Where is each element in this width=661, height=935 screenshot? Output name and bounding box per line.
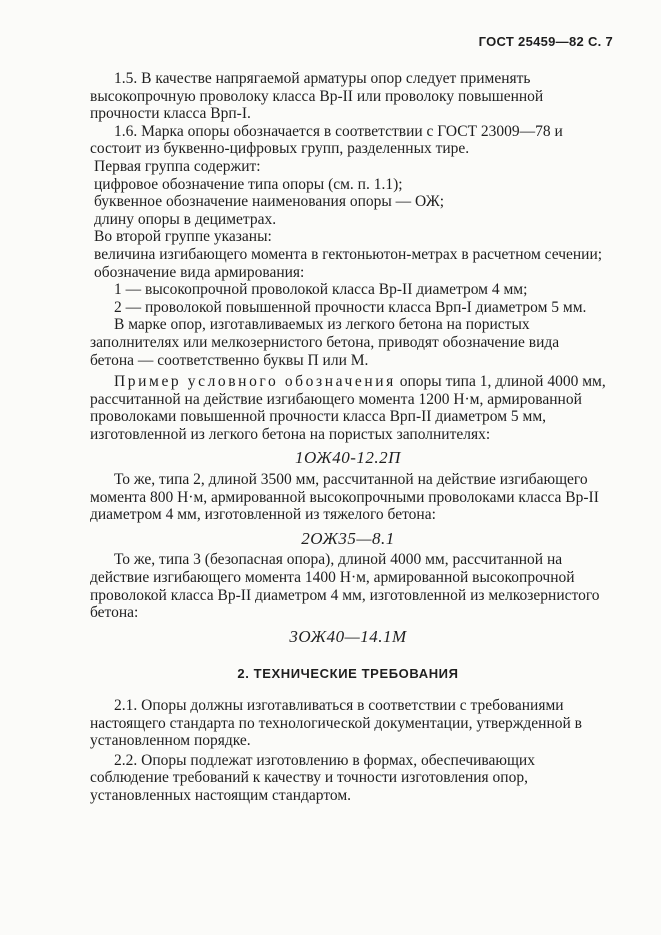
page-header: ГОСТ 25459—82 С. 7 (478, 34, 613, 49)
example-1 (90, 373, 606, 443)
clause-2-1: 2.1. Опоры должны изготавливаться в соответствии с требованиями настоящего стандарта по технологической документации, утвержденной в установленном порядке. (90, 697, 583, 750)
example-3: То же, типа 3 (безопасная опора), длиной 4000 мм, рассчитанной на действие изгибающего момента 1400 Н·м, армированной высокопрочной проволокой класса Вр-II диаметром 4 мм, изготовленной из мелкозернистого бетона: (90, 551, 600, 622)
section-2-title: 2. ТЕХНИЧЕСКИЕ ТРЕБОВАНИЯ (237, 666, 459, 682)
clause-1-5: 1.5. В качестве напрягаемой арматуры опор следует применять высокопрочную проволоку класса Вр-II или проволоку повышенной прочности класса Врп-I. (90, 70, 544, 123)
group-2-heading: Во второй группе указаны: (94, 228, 272, 246)
clause-2-2: 2.2. Опоры подлежат изготовлению в формах, обеспечивающих соблюдение требований к качеству и точности изготовления опор, установленных настоящим стандартом. (90, 751, 535, 804)
group-1-item: длину опоры в дециметрах. (94, 210, 277, 228)
example-2: То же, типа 2, длиной 3500 мм, рассчитанной на действие изгибающего момента 800 Н·м, армированной высокопрочными проволоками класса Вр-II диаметром 4 мм, изготовленной из тяжелого бетона: (90, 471, 599, 524)
concrete-note: В марке опор, изготавливаемых из легкого бетона на пористых заполнителях или мелкозернистого бетона, приводят обозначение вида бетона — соответственно буквы П или М. (90, 316, 560, 369)
group-1-item: цифровое обозначение типа опоры (см. п. 1.1); (94, 175, 403, 193)
group-2-item: величина изгибающего момента в гектоньютон-метрах в расчетном сечении; (94, 245, 603, 263)
group-2-item: обозначение вида армирования: (94, 263, 305, 281)
group-2-item: 2 — проволокой повышенной прочности класса Врп-I диаметром 5 мм. (114, 298, 587, 316)
document-page (90, 70, 606, 805)
example-lead: Пример условного обозначения (114, 373, 396, 391)
clause-1-6: 1.6. Марка опоры обозначается в соответствии с ГОСТ 23009—78 и состоит из буквенно-цифровых групп, разделенных тире. (90, 122, 563, 158)
group-2-item: 1 — высокопрочной проволокой класса Вр-II диаметром 4 мм; (114, 281, 528, 299)
formula-1: 1ОЖ40-12.2П (295, 448, 401, 468)
group-1-item: буквенное обозначение наименования опоры — ОЖ; (94, 193, 445, 211)
example-1-text: опоры типа 1, длиной 4000 мм, рассчитанной на действие изгибающего момента 1200 Н·м, армированной проволоками повышенной прочности класса Врп-II диаметром 5 мм, изготовленной из легкого бетона на пористых заполнителях: (90, 373, 606, 443)
formula-3: 3ОЖ40—14.1М (289, 626, 407, 646)
formula-2: 2ОЖ35—8.1 (301, 528, 395, 548)
group-1-heading: Первая группа содержит: (94, 157, 261, 175)
document-body (90, 70, 606, 805)
